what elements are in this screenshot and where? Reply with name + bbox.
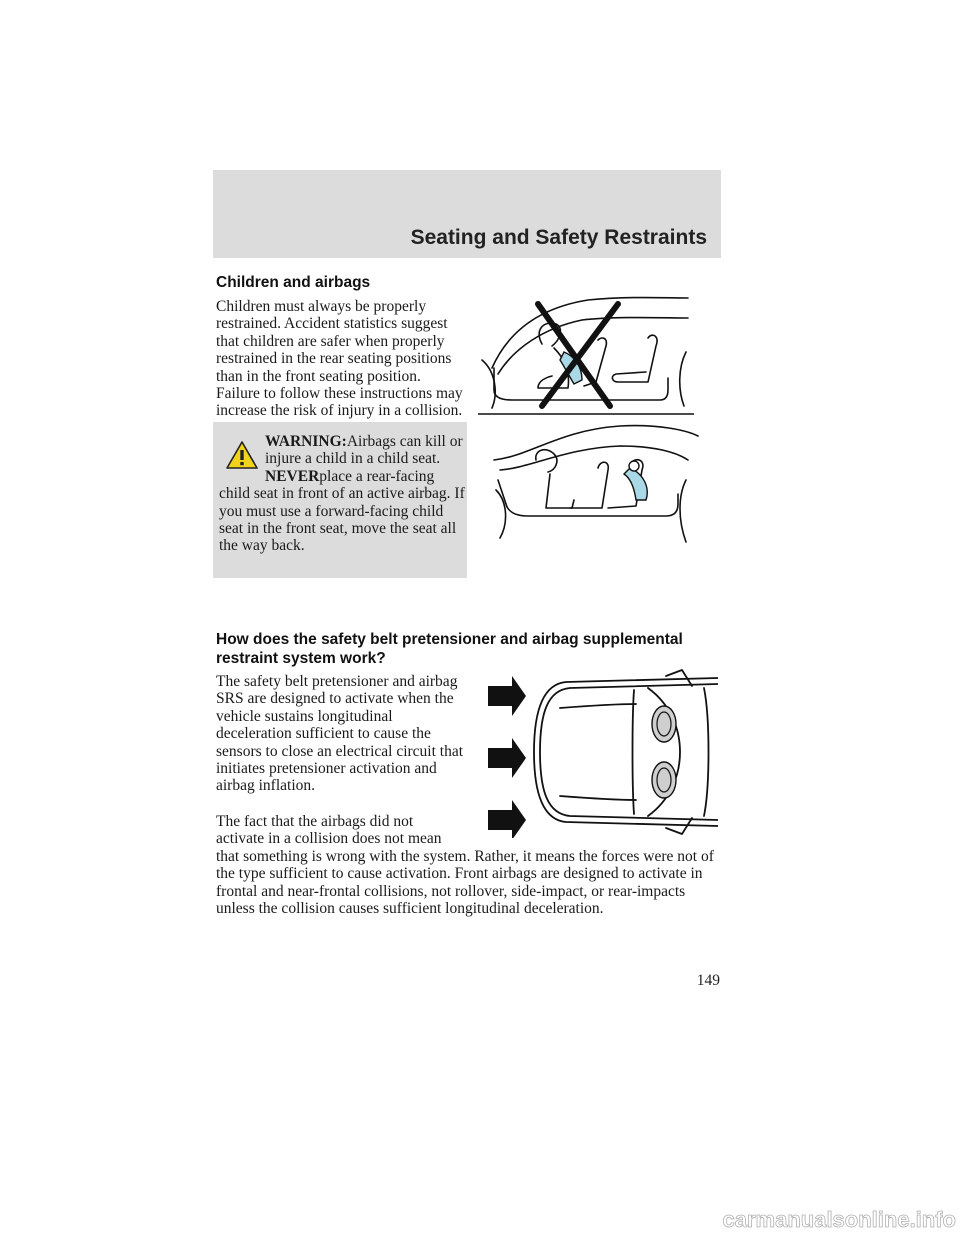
svg-text:carmanualsonline.info: carmanualsonline.info (722, 1207, 956, 1232)
arrow-icon-top (488, 676, 526, 716)
page-number: 149 (696, 972, 720, 989)
pretensioner-paragraph-1: The safety belt pretensioner and airbag SRS are designed to activate when the vehicle sustains longitudinal deceleration sufficient to cause the sensors to close an electrical circuit that initiates pretensioner activation and airbag inflation. (216, 673, 464, 795)
page-title: Seating and Safety Restraints (410, 226, 707, 249)
warning-emphasis: NEVER (265, 467, 320, 485)
section-heading-children-airbags: Children and airbags (216, 274, 371, 291)
warning-label: WARNING: (265, 433, 347, 450)
impact-arrows (488, 676, 526, 838)
figure-rear-facing-seat-front-crossed (478, 290, 694, 420)
warning-text-b: place a rear-facing child seat in front of an active airbag. If you must use a forward-facing child seat in the front seat, move the seat all the way back. (219, 467, 465, 555)
header-band (213, 170, 721, 258)
figure-frontal-impact-arrows (486, 668, 718, 838)
pretensioner-paragraph-2-text: The fact that the airbags did not activate in a collision does not mean that something is wrong with the system. Rather, it means the forces were not of the type sufficient to cause activation. Front airbags are designed to activate in frontal and near-frontal collisions, not rollover, side-impact, or rear-impacts unless the collision causes sufficient longitudinal deceleration. (216, 813, 714, 918)
children-airbags-paragraph: Children must always be properly restrained. Accident statistics suggest that children are safer when properly restrained in the rear seating positions than in the front seating position. Failure to follow these instructions may increase the risk of injury in a collision. (216, 298, 463, 420)
arrow-icon-middle (488, 738, 526, 778)
warning-text (219, 433, 465, 555)
watermark-logo (560, 1206, 956, 1234)
warning-text-a: Airbags can kill or injure a child in a child seat. (265, 433, 463, 468)
section-heading-pretensioner: How does the safety belt pretensioner and airbag supplemental restraint system work? (216, 631, 683, 667)
figure-child-seat-rear (490, 420, 700, 548)
arrow-icon-bottom (488, 800, 526, 838)
warning-box (213, 422, 467, 578)
